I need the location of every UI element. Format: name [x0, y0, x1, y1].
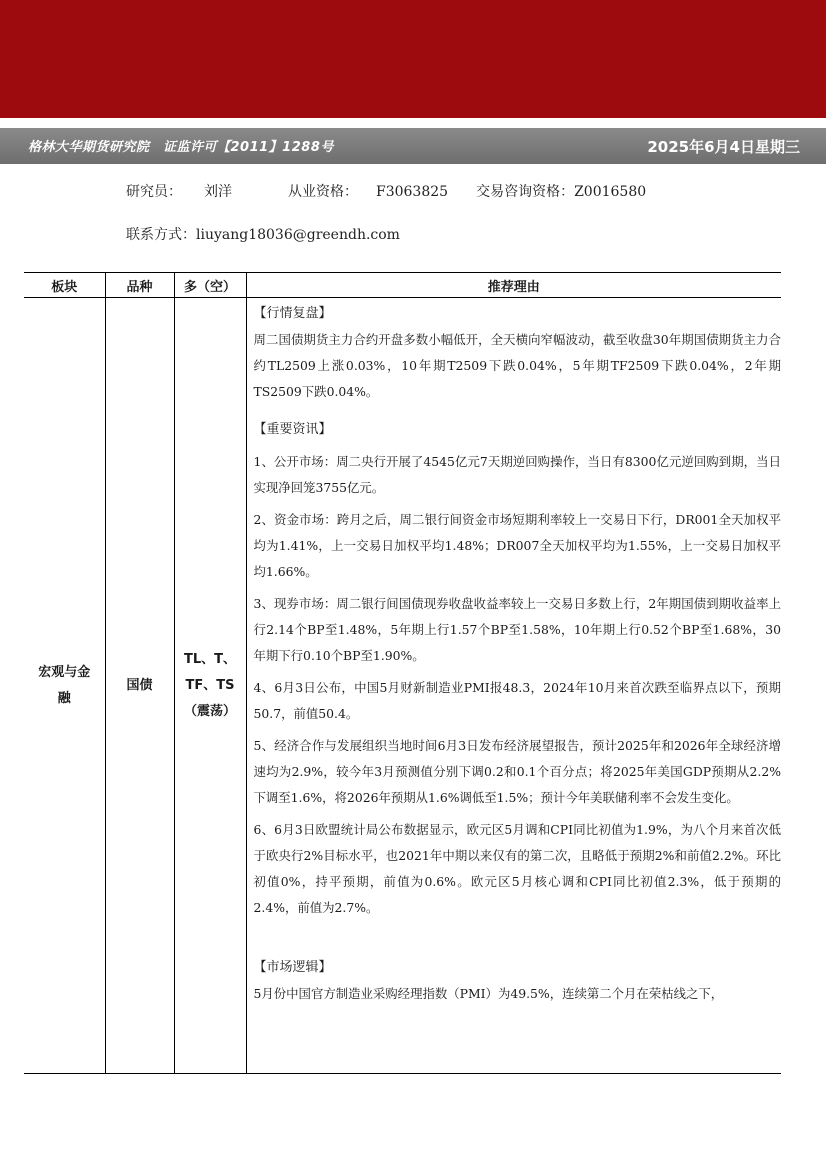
- report-date: 2025年6月4日星期三: [647, 138, 800, 156]
- direction-line-2: TF、TS: [185, 677, 235, 693]
- review-text: 周二国债期货主力合约开盘多数小幅低开，全天横向窄幅波动，截至收盘30年期国债期货主力合约TL2509上涨0.03%，10年期T2509下跌0.04%，5年期TF2509下跌0.04%，2年期TS2509下跌0.04%。: [253, 332, 781, 399]
- header-direction: 多（空）: [174, 273, 246, 298]
- consult-label: 交易咨询资格：: [476, 184, 575, 200]
- email-label: 联系方式：: [126, 227, 196, 243]
- consult-number: Z0016580: [574, 184, 647, 200]
- header-band: [0, 0, 826, 118]
- direction-cell: [174, 298, 246, 1074]
- contact-info: [126, 224, 400, 244]
- news-title: 【重要资讯】: [253, 422, 332, 437]
- variety-name: 国债: [126, 677, 153, 693]
- variety-cell: [105, 298, 174, 1074]
- logic-title: 【市场逻辑】: [253, 960, 332, 975]
- news-item-2: 2、资金市场：跨月之后，周二银行间资金市场短期利率较上一交易日下行，DR001全天加权平均为1.41%，上一交易日加权平均1.48%；DR007全天加权平均为1.55%，上一交易日加权平均1.66%。: [253, 512, 781, 579]
- table-row: [24, 298, 781, 1074]
- header-reason: 推荐理由: [246, 273, 781, 298]
- email-address: liuyang18036@greendh.com: [196, 227, 400, 243]
- table-header-row: [24, 273, 781, 298]
- sector-name: 宏观与金融: [38, 664, 91, 706]
- institute-license: 格林大华期货研究院 证监许可【2011】1288号: [28, 140, 334, 155]
- news-item-1: 1、公开市场：周二央行开展了4545亿元7天期逆回购操作，当日有8300亿元逆回购到期，当日实现净回笼3755亿元。: [253, 454, 781, 495]
- direction-line-3: （震荡）: [183, 703, 236, 719]
- news-item-4: 4、6月3日公布，中国5月财新制造业PMI报48.3，2024年10月来首次跌至临界点以下，预期50.7，前值50.4。: [253, 680, 781, 721]
- sector-cell: [24, 298, 105, 1074]
- news-item-5: 5、经济合作与发展组织当地时间6月3日发布经济展望报告，预计2025年和2026年全球经济增速均为2.9%，较今年3月预测值分别下调0.2和0.1个百分点；将2025年美国GDP预期从2.2%下调至1.6%，将2026年预期从1.6%调低至1.5%；预计今年美联储利率不会发生变化。: [253, 738, 781, 805]
- direction-line-1: TL、T、: [183, 651, 237, 667]
- researcher-info: [126, 181, 646, 201]
- recommendation-table: [24, 272, 781, 1074]
- researcher-name: 刘洋: [204, 184, 232, 200]
- info-bar: [0, 128, 826, 164]
- header-variety: 品种: [105, 273, 174, 298]
- header-sector: 板块: [24, 273, 105, 298]
- review-title: 【行情复盘】: [253, 306, 332, 321]
- reason-cell: [246, 298, 781, 1074]
- news-item-3: 3、现券市场：周二银行间国债现券收盘收益率较上一交易日多数上行，2年期国债到期收益率上行2.14个BP至1.48%，5年期上行1.57个BP至1.58%，10年期上行0.52个BP至1.68%，30年期下行0.10个BP至1.90%。: [253, 596, 781, 663]
- news-item-6: 6、6月3日欧盟统计局公布数据显示，欧元区5月调和CPI同比初值为1.9%，为八个月来首次低于欧央行2%目标水平，也2021年中期以来仅有的第二次，且略低于预期2%和前值2.2%。环比初值0%，持平预期，前值为0.6%。欧元区5月核心调和CPI同比初值2.3%，低于预期的2.4%，前值为2.7%。: [253, 822, 781, 915]
- qualification-number: F3063825: [376, 184, 449, 200]
- qualification-label: 从业资格：: [288, 184, 358, 200]
- researcher-label: 研究员：: [126, 184, 182, 200]
- logic-text: 5月份中国官方制造业采购经理指数（PMI）为49.5%，连续第二个月在荣枯线之下，: [253, 986, 724, 1001]
